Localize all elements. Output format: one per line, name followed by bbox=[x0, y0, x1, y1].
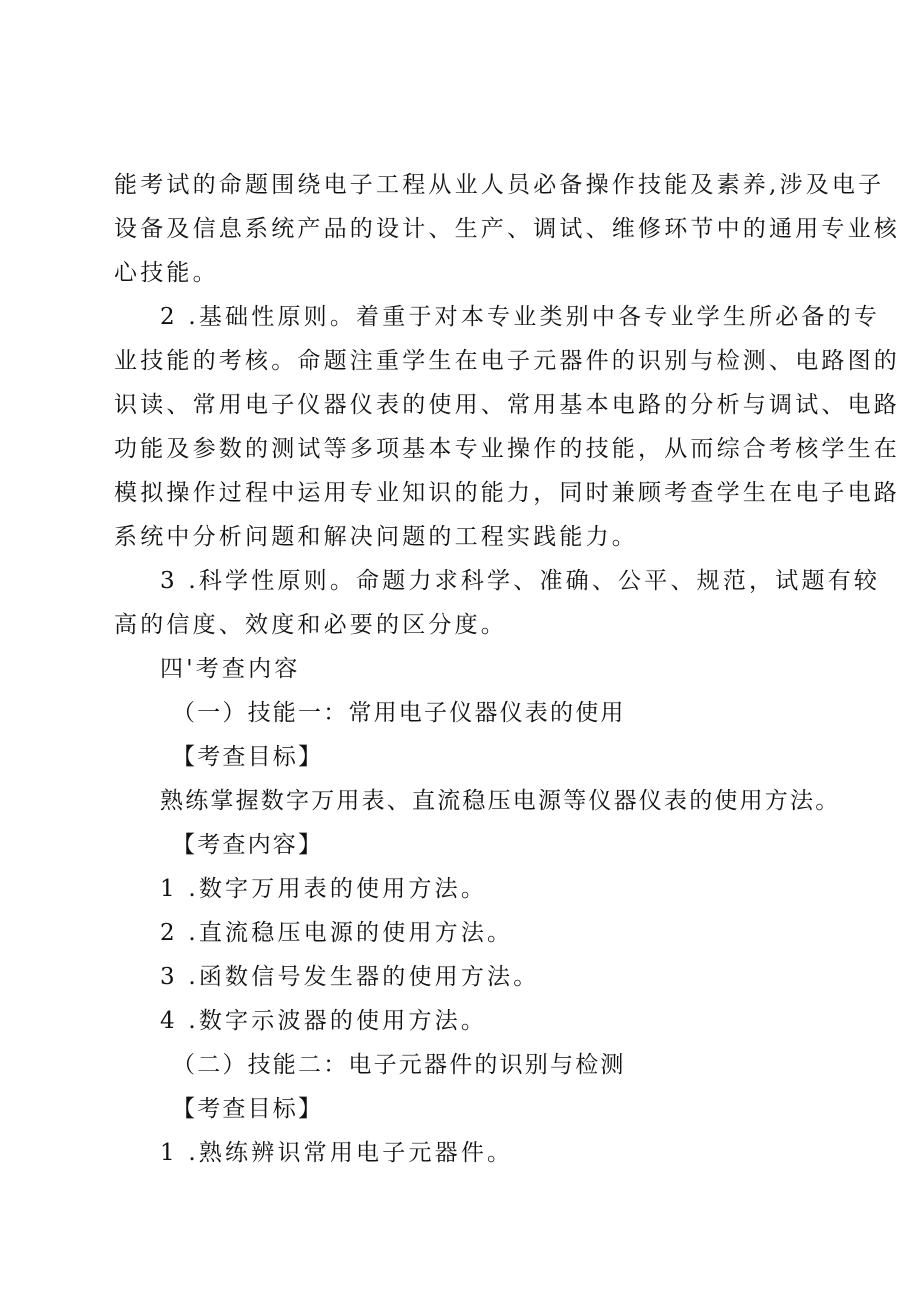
paragraph-line: 2 .基础性原则。着重于对本专业类别中各专业学生所必备的专 bbox=[160, 304, 881, 330]
list-item: 1 .数字万用表的使用方法。 bbox=[160, 876, 488, 902]
paragraph-line: 心技能。 bbox=[114, 260, 219, 286]
subsection-heading: （一）技能一：常用电子仪器仪表的使用 bbox=[172, 700, 626, 726]
content-label: 【考查内容】 bbox=[172, 832, 324, 858]
section-heading: 四'考查内容 bbox=[160, 656, 301, 682]
paragraph-line: 3 .科学性原则。命题力求科学、准确、公平、规范，试题有较 bbox=[160, 568, 881, 594]
paragraph-line: 业技能的考核。命题注重学生在电子元器件的识别与检测、电路图的 bbox=[114, 348, 900, 374]
objective-label: 【考查目标】 bbox=[172, 744, 324, 770]
paragraph-line: 模拟操作过程中运用专业知识的能力，同时兼顾考查学生在电子电路 bbox=[114, 480, 900, 506]
paragraph-line: 识读、常用电子仪器仪表的使用、常用基本电路的分析与调试、电路 bbox=[114, 392, 900, 418]
objective-label: 【考查目标】 bbox=[172, 1096, 324, 1122]
list-item: 2 .直流稳压电源的使用方法。 bbox=[160, 920, 514, 946]
paragraph-line: 能考试的命题围绕电子工程从业人员必备操作技能及素养,涉及电子 bbox=[114, 172, 885, 198]
paragraph-line: 功能及参数的测试等多项基本专业操作的技能，从而综合考核学生在 bbox=[114, 436, 900, 462]
list-item: 3 .函数信号发生器的使用方法。 bbox=[160, 964, 540, 990]
list-item: 1 .熟练辨识常用电子元器件。 bbox=[160, 1140, 514, 1166]
paragraph-line: 高的信度、效度和必要的区分度。 bbox=[114, 612, 507, 638]
list-item: 4 .数字示波器的使用方法。 bbox=[160, 1008, 488, 1034]
paragraph-line: 系统中分析问题和解决问题的工程实践能力。 bbox=[114, 524, 638, 550]
subsection-heading: （二）技能二：电子元器件的识别与检测 bbox=[172, 1052, 626, 1078]
paragraph-line: 设备及信息系统产品的设计、生产、调试、维修环节中的通用专业核 bbox=[114, 216, 900, 242]
objective-text: 熟练掌握数字万用表、直流稳压电源等仪器仪表的使用方法。 bbox=[160, 788, 841, 814]
